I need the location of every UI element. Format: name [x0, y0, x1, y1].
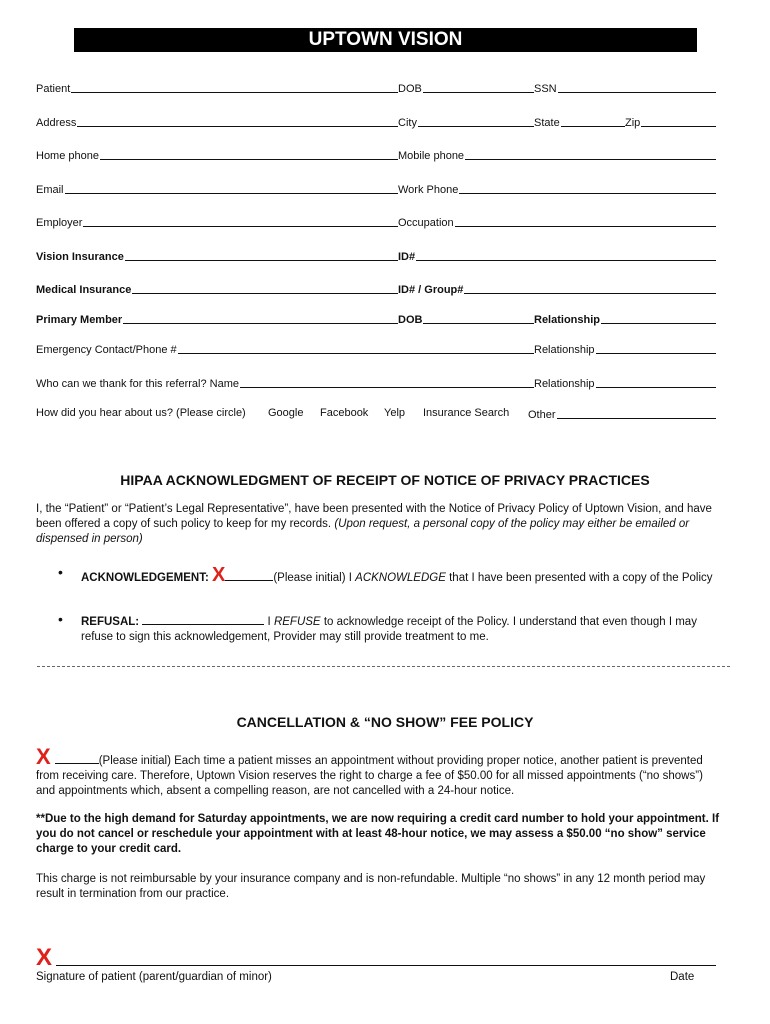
address-line[interactable]: [77, 114, 398, 127]
vision-id-label: ID#: [398, 251, 416, 263]
referral-line[interactable]: [240, 375, 534, 388]
primary-member-label: Primary Member: [36, 314, 123, 326]
medical-insurance-field[interactable]: [36, 280, 398, 296]
city-line[interactable]: [418, 114, 534, 127]
refusal-item: [81, 613, 721, 645]
ack-x-mark: X: [211, 564, 226, 586]
refusal-text-1: I: [267, 616, 271, 628]
form-row-address: [36, 113, 716, 129]
cancellation-title: CANCELLATION & “NO SHOW” FEE POLICY: [236, 714, 534, 730]
emergency-contact-line[interactable]: [178, 341, 534, 354]
vision-insurance-label: Vision Insurance: [36, 251, 124, 263]
ssn-field[interactable]: [534, 79, 716, 95]
hipaa-paragraph-italic: (Upon request, a personal copy of the policy may either be emailed or dispensed in person): [36, 518, 690, 545]
employer-field[interactable]: [36, 213, 398, 229]
zip-label: Zip: [625, 117, 641, 129]
heard-about-label: How did you hear about us? (Please circle): [36, 407, 246, 419]
vision-insurance-field[interactable]: [36, 247, 398, 263]
employer-line[interactable]: [83, 214, 398, 227]
zip-line[interactable]: [641, 114, 716, 127]
relationship-field[interactable]: [534, 310, 716, 326]
form-row-referral: [36, 374, 716, 390]
other-label: Other: [528, 409, 556, 421]
saturday-notice: **Due to the high demand for Saturday appointments, we are now requiring a credit card number to hold your appointment. If you do not cancel or reschedule your appointment with at least 48-hour notice, we may assess a $50.00 “no show” service charge to your credit card.: [36, 813, 720, 855]
emergency-relationship-field[interactable]: [534, 340, 716, 356]
refusal-italic: REFUSE: [273, 616, 321, 628]
city-field[interactable]: [398, 113, 534, 129]
option-google[interactable]: Google: [268, 407, 304, 419]
occupation-line[interactable]: [455, 214, 716, 227]
medical-id-line[interactable]: [464, 281, 716, 294]
work-phone-field[interactable]: [398, 180, 716, 196]
email-field[interactable]: [36, 180, 398, 196]
cancellation-paragraph: [36, 744, 724, 799]
option-yelp[interactable]: Yelp: [384, 407, 406, 419]
bullet-ack: •: [58, 564, 63, 580]
vision-id-field[interactable]: [398, 247, 716, 263]
date-label: Date: [670, 971, 695, 983]
mobile-phone-field[interactable]: [398, 146, 716, 162]
email-line[interactable]: [65, 181, 398, 194]
primary-member-field[interactable]: [36, 310, 398, 326]
home-phone-field[interactable]: [36, 146, 398, 162]
medical-id-field[interactable]: [398, 280, 716, 296]
option-facebook[interactable]: Facebook: [320, 407, 369, 419]
form-row-phone: [36, 146, 716, 162]
ack-initial-line[interactable]: [225, 569, 273, 581]
hipaa-paragraph: [36, 502, 726, 547]
medical-id-label: ID# / Group#: [398, 284, 464, 296]
state-label: State: [534, 117, 560, 129]
referral-relationship-field[interactable]: [534, 374, 716, 390]
dob-label: DOB: [398, 83, 422, 95]
address-field[interactable]: [36, 113, 398, 129]
hipaa-paragraph-text: I, the “Patient” or “Patient’s Legal Representative”, have been presented with the Notice of Privacy Policy of Uptown Vision, and have been offered a copy of such policy to keep for my records.: [36, 503, 712, 530]
other-line[interactable]: [557, 406, 716, 419]
state-field[interactable]: [534, 113, 625, 129]
primary-member-line[interactable]: [123, 311, 398, 324]
email-label: Email: [36, 184, 64, 196]
emergency-relationship-line[interactable]: [596, 341, 716, 354]
signature-line[interactable]: [56, 965, 716, 966]
employer-label: Employer: [36, 217, 83, 229]
acknowledgement-item: [81, 566, 721, 586]
signature-x-mark: X: [36, 944, 53, 971]
hipaa-title: HIPAA ACKNOWLEDGMENT OF RECEIPT OF NOTICE OF PRIVACY PRACTICES: [120, 472, 650, 488]
referral-relationship-label: Relationship: [534, 378, 595, 390]
emergency-contact-label: Emergency Contact/Phone #: [36, 344, 177, 356]
reimbursement-notice: This charge is not reimbursable by your insurance company and is non-refundable. Multiple “no shows” in any 12 month period may result in termination from our practice.: [36, 873, 706, 900]
primary-dob-line[interactable]: [423, 311, 534, 324]
ack-label: ACKNOWLEDGEMENT:: [81, 572, 209, 584]
ssn-line[interactable]: [558, 80, 716, 93]
primary-dob-field[interactable]: [398, 310, 534, 326]
referral-field[interactable]: [36, 374, 534, 390]
refusal-initial-line[interactable]: [142, 613, 264, 625]
refusal-text-2: to acknowledge receipt of the Policy. I understand that even though I may refuse to sign this acknowledgement, Provider may still provide treatment to me.: [81, 616, 697, 643]
city-label: City: [398, 117, 417, 129]
ack-text-1: (Please initial) I: [273, 572, 352, 584]
form-row-medical-insurance: [36, 280, 716, 296]
relationship-line[interactable]: [601, 311, 716, 324]
form-row-patient: [36, 79, 716, 95]
ssn-label: SSN: [534, 83, 557, 95]
state-line[interactable]: [561, 114, 625, 127]
mobile-phone-label: Mobile phone: [398, 150, 465, 162]
occupation-field[interactable]: [398, 213, 716, 229]
signature-label: Signature of patient (parent/guardian of minor): [36, 971, 272, 983]
form-row-emergency: [36, 340, 716, 356]
page-title: UPTOWN VISION: [74, 28, 697, 52]
bullet-refusal: •: [58, 611, 63, 627]
refusal-label: REFUSAL:: [81, 616, 140, 628]
patient-field[interactable]: [36, 79, 398, 95]
primary-dob-label: DOB: [398, 314, 423, 326]
emergency-relationship-label: Relationship: [534, 344, 595, 356]
medical-insurance-label: Medical Insurance: [36, 284, 132, 296]
mobile-phone-line[interactable]: [465, 147, 716, 160]
dob-field[interactable]: [398, 79, 534, 95]
form-row-primary-member: [36, 310, 716, 326]
ack-text-2: that I have been presented with a copy of the Policy: [449, 572, 713, 584]
form-row-vision-insurance: [36, 247, 716, 263]
home-phone-label: Home phone: [36, 150, 99, 162]
form-row-employer: [36, 213, 716, 229]
work-phone-label: Work Phone: [398, 184, 459, 196]
form-row-email: [36, 180, 716, 196]
emergency-contact-field[interactable]: [36, 340, 534, 356]
address-label: Address: [36, 117, 77, 129]
cancellation-x-mark: X: [36, 744, 51, 769]
patient-label: Patient: [36, 83, 71, 95]
option-insurance-search[interactable]: Insurance Search: [423, 407, 510, 419]
vision-insurance-line[interactable]: [125, 248, 398, 261]
cancellation-initial-line[interactable]: [55, 752, 99, 764]
ack-italic: ACKNOWLEDGE: [355, 572, 446, 584]
occupation-label: Occupation: [398, 217, 454, 229]
referral-label: Who can we thank for this referral? Name: [36, 378, 239, 390]
cancellation-text: (Please initial) Each time a patient misses an appointment without providing proper notice, another patient is prevented from receiving care. Therefore, Uptown Vision reserves the right to charge a fee of $50.00 for all missed appointments (“no shows”) and appointments which, absent a compelling reason, are not cancelled with a 24-hour notice.: [36, 755, 703, 797]
section-divider: [37, 666, 730, 667]
medical-insurance-line[interactable]: [132, 281, 398, 294]
dob-line[interactable]: [423, 80, 534, 93]
patient-line[interactable]: [71, 80, 398, 93]
vision-id-line[interactable]: [416, 248, 716, 261]
other-field[interactable]: [528, 405, 716, 421]
zip-field[interactable]: [625, 113, 716, 129]
form-row-heard-about: [36, 405, 716, 421]
relationship-label: Relationship: [534, 314, 601, 326]
home-phone-line[interactable]: [100, 147, 398, 160]
referral-relationship-line[interactable]: [596, 375, 716, 388]
work-phone-line[interactable]: [459, 181, 716, 194]
